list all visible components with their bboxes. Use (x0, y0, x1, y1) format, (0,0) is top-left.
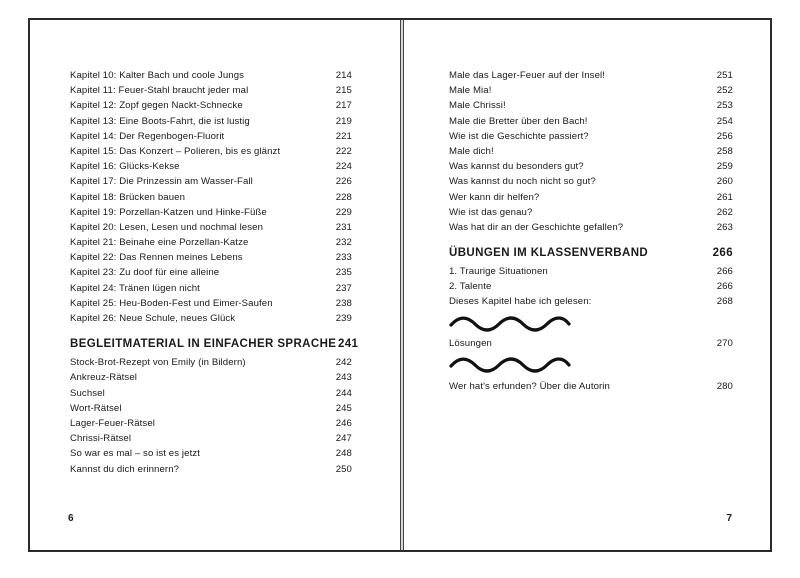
toc-entry-page: 242 (335, 357, 352, 369)
toc-entry-page: 224 (335, 161, 352, 173)
toc-entry (70, 205, 352, 220)
toc-entry-page: 217 (335, 100, 352, 112)
toc-entry (70, 281, 352, 296)
toc-entry-title: Lager-Feuer-Rätsel (70, 417, 155, 429)
toc-entry-page: 232 (335, 237, 352, 249)
toc-entry-title: Kapitel 10: Kalter Bach und coole Jungs (70, 70, 245, 81)
activity-list (449, 68, 733, 235)
toc-entry-autorin (449, 379, 733, 394)
toc-entry (449, 279, 733, 294)
toc-entry (70, 220, 352, 235)
toc-entry-title: Dieses Kapitel habe ich gelesen: (449, 296, 592, 308)
toc-entry-title: Stock-Brot-Rezept von Emily (in Bildern) (70, 357, 246, 369)
toc-entry-page: 226 (335, 176, 352, 188)
toc-entry (70, 190, 352, 205)
toc-entry-title: Wie ist das genau? (449, 206, 533, 218)
toc-entry (70, 311, 352, 326)
toc-entry-page: 244 (335, 387, 352, 399)
open-book (28, 18, 772, 552)
toc-entry-page: 253 (716, 100, 733, 112)
toc-entry-title: 1. Traurige Situationen (449, 266, 548, 278)
toc-entry-title: Kapitel 12: Zopf gegen Nackt-Schnecke (70, 100, 243, 112)
toc-entry-page: 238 (335, 297, 352, 309)
toc-entry-title: Male dich! (449, 145, 494, 157)
toc-entry-title: Kapitel 19: Porzellan-Katzen und Hinke-Füße (70, 206, 267, 218)
toc-entry (449, 294, 733, 309)
toc-entry-page: 260 (716, 176, 733, 188)
right-toc (449, 68, 733, 394)
section-heading-page: 241 (337, 338, 359, 351)
toc-entry-title: Kapitel 15: Das Konzert – Polieren, bis es glänzt (70, 145, 281, 157)
toc-entry (70, 98, 352, 113)
toc-entry-title: Was kannst du besonders gut? (449, 161, 584, 173)
toc-entry-title: Kapitel 11: Feuer-Stahl braucht jeder mal (70, 85, 249, 97)
section-heading-page: 266 (712, 247, 733, 260)
toc-entry (449, 98, 733, 113)
toc-entry-title: Suchsel (70, 387, 105, 399)
toc-entry (449, 129, 733, 144)
toc-entry-title: Kapitel 18: Brücken bauen (70, 191, 186, 203)
toc-entry-page: 254 (716, 115, 733, 127)
toc-entry (70, 265, 352, 280)
toc-entry (70, 144, 352, 159)
toc-entry-title: Kapitel 22: Das Rennen meines Lebens (70, 252, 243, 264)
toc-entry (449, 144, 733, 159)
toc-entry-title: Wie ist die Geschichte passiert? (449, 130, 589, 142)
toc-entry-page: 233 (335, 252, 352, 264)
toc-entry-title: Kannst du dich erinnern? (70, 463, 180, 475)
toc-entry-page: 229 (335, 206, 352, 218)
toc-entry-page: 261 (716, 191, 733, 203)
toc-entry (70, 462, 352, 477)
toc-entry-page: 258 (716, 145, 733, 157)
toc-entry (449, 205, 733, 220)
toc-entry-title: Kapitel 14: Der Regenbogen-Fluorit (70, 130, 225, 142)
toc-entry-title: So war es mal – so ist es jetzt (70, 448, 200, 460)
toc-entry-title: Kapitel 26: Neue Schule, neues Glück (70, 313, 236, 324)
toc-entry-title: Male das Lager-Feuer auf der Insel! (449, 70, 606, 81)
toc-entry-page: 248 (335, 448, 352, 460)
toc-entry-page: 215 (335, 85, 352, 97)
toc-entry-title: Wort-Rätsel (70, 402, 122, 414)
toc-entry (70, 68, 352, 83)
section-heading-title: ÜBUNGEN IM KLASSENVERBAND (449, 247, 649, 260)
section-heading-begleitmaterial (70, 334, 359, 354)
toc-entry-page: 263 (716, 221, 733, 233)
toc-entry-title: Kapitel 20: Lesen, Lesen und nochmal lesen (70, 221, 264, 233)
toc-entry (449, 114, 733, 129)
toc-entry (70, 446, 352, 461)
right-page (404, 20, 772, 550)
toc-entry-title: 2. Talente (449, 281, 492, 293)
toc-entry-page: 268 (716, 296, 733, 308)
toc-entry (70, 296, 352, 311)
left-toc (70, 68, 359, 477)
page-number-right: 7 (726, 513, 732, 524)
toc-entry-page: 243 (335, 372, 352, 384)
toc-entry-page: 259 (716, 161, 733, 173)
left-page (30, 20, 400, 550)
toc-entry-title: Kapitel 25: Heu-Boden-Fest und Eimer-Saufen (70, 297, 273, 309)
toc-entry-page: 280 (716, 380, 733, 392)
toc-entry (70, 386, 352, 401)
toc-entry (70, 416, 352, 431)
toc-entry-page: 214 (335, 70, 352, 81)
toc-entry-title: Male Chrissi! (449, 100, 506, 112)
toc-entry-page: 251 (716, 70, 733, 81)
toc-entry-page: 247 (335, 433, 352, 445)
toc-entry-page: 237 (335, 282, 352, 294)
toc-entry-title: Wer kann dir helfen? (449, 191, 540, 203)
toc-entry (70, 83, 352, 98)
toc-entry (449, 174, 733, 189)
toc-entry-page: 239 (335, 313, 352, 324)
section-heading-title: BEGLEITMATERIAL IN EINFACHER SPRACHE (70, 338, 337, 351)
toc-entry-page: 235 (335, 267, 352, 279)
toc-entry-title: Was kannst du noch nicht so gut? (449, 176, 596, 188)
toc-entry (70, 355, 352, 370)
toc-entry-page: 252 (716, 85, 733, 97)
toc-entry-title: Kapitel 24: Tränen lügen nicht (70, 282, 200, 294)
toc-entry (449, 159, 733, 174)
begleitmaterial-list (70, 355, 352, 477)
section-heading-uebungen (449, 243, 733, 263)
toc-entry (449, 220, 733, 235)
toc-entry-title: Kapitel 13: Eine Boots-Fahrt, die ist lustig (70, 115, 250, 127)
toc-entry-page: 228 (335, 191, 352, 203)
toc-entry (449, 83, 733, 98)
chapter-list (70, 68, 352, 326)
toc-entry-page: 219 (335, 115, 352, 127)
toc-entry (70, 431, 352, 446)
toc-entry-title: Male die Bretter über den Bach! (449, 115, 588, 127)
wave-divider-icon (449, 357, 571, 373)
toc-entry (70, 174, 352, 189)
wave-divider-icon (449, 316, 571, 332)
toc-entry (449, 190, 733, 205)
toc-entry-page: 270 (716, 337, 733, 349)
toc-entry-page: 221 (335, 130, 352, 142)
toc-entry (70, 250, 352, 265)
toc-entry-page: 222 (335, 145, 352, 157)
toc-entry-title: Kapitel 21: Beinahe eine Porzellan-Katze (70, 237, 249, 249)
toc-entry (449, 68, 733, 83)
toc-entry (70, 370, 352, 385)
toc-entry-page: 256 (716, 130, 733, 142)
toc-entry-title: Was hat dir an der Geschichte gefallen? (449, 221, 624, 233)
toc-entry (70, 235, 352, 250)
toc-entry-page: 231 (335, 221, 352, 233)
toc-entry-title: Kapitel 16: Glücks-Kekse (70, 161, 180, 173)
toc-entry-page: 245 (335, 402, 352, 414)
toc-entry (449, 264, 733, 279)
toc-entry-page: 246 (335, 417, 352, 429)
toc-entry-title: Ankreuz-Rätsel (70, 372, 137, 384)
toc-entry-title: Male Mia! (449, 85, 492, 97)
toc-entry-title: Lösungen (449, 337, 492, 349)
toc-entry-page: 250 (335, 463, 352, 475)
toc-entry-page: 266 (716, 266, 733, 278)
toc-entry-page: 266 (716, 281, 733, 293)
uebungen-list (449, 264, 733, 310)
toc-entry-title: Chrissi-Rätsel (70, 433, 132, 445)
toc-entry-loesungen (449, 336, 733, 351)
toc-entry (70, 159, 352, 174)
toc-entry (70, 129, 352, 144)
toc-entry-title: Kapitel 23: Zu doof für eine alleine (70, 267, 220, 279)
toc-entry-title: Wer hat's erfunden? Über die Autorin (449, 380, 610, 392)
toc-entry (70, 114, 352, 129)
page-number-left: 6 (68, 513, 74, 524)
toc-entry-page: 262 (716, 206, 733, 218)
toc-entry-title: Kapitel 17: Die Prinzessin am Wasser-Fall (70, 176, 253, 188)
toc-entry (70, 401, 352, 416)
